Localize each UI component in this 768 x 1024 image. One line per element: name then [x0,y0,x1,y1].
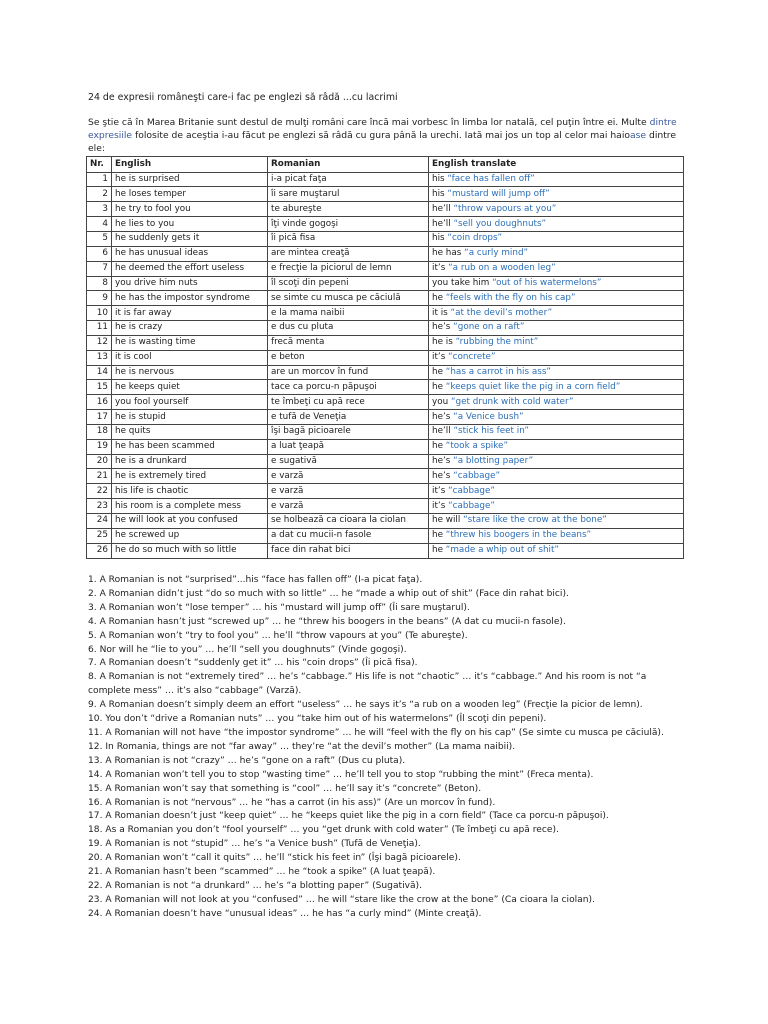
row-romanian: are un morcov în fund [268,365,429,380]
row-translation [429,543,684,558]
row-romanian: e sugativă [268,454,429,469]
row-english: he has unusual ideas [112,246,268,261]
translation-quote: “took a spike” [445,441,509,452]
header-nr: Nr. [87,157,112,173]
intro-text-3: folosite de aceştia i-au făcut pe englezi să râdă cu gura până la urechi. Iată mai jos un top al celor mai haio [132,130,630,141]
row-number: 22 [87,484,112,499]
row-number: 1 [87,172,112,187]
translation-text: he’s [432,456,454,467]
row-translation [429,306,684,321]
translation-quote: “stare like the crow at the bone” [463,515,607,526]
row-romanian: îi sare muştarul [268,187,429,202]
row-translation [429,484,684,499]
translation-quote: “throw vapours at you” [453,203,557,214]
row-translation [429,231,684,246]
row-romanian: i-a picat faţa [268,172,429,187]
row-english: he screwed up [112,528,268,543]
row-romanian: tace ca porcu-n păpuşoi [268,380,429,395]
row-number: 16 [87,395,112,410]
row-english: you drive him nuts [112,276,268,291]
table-row [87,350,684,365]
row-number: 20 [87,454,112,469]
translation-quote: “keeps quiet like the pig in a corn field” [445,381,621,392]
row-translation [429,276,684,291]
list-item: 16. A Romanian is not “nervous” … he “has a carrot (in his ass)” (Are un morcov în fund). [88,797,496,808]
translation-text: he’s [432,470,454,481]
translation-text: it’s [432,352,449,363]
row-translation [429,217,684,232]
translation-text: his [432,174,448,185]
list-item: 10. You don’t “drive a Romanian nuts” … you “take him out of his watermelons” (Îl scoţi din pepeni). [88,714,547,725]
row-number: 5 [87,231,112,246]
table-row [87,499,684,514]
row-english: he will look at you confused [112,514,268,529]
list-item: 11. A Romanian will not have “the impostor syndrome” … he will “feel with the fly on his cap” (Se simte cu musca pe căciulă). [88,727,664,738]
row-number: 8 [87,276,112,291]
table-row [87,187,684,202]
row-translation [429,261,684,276]
row-translation [429,514,684,529]
row-romanian: se simte cu musca pe căciulă [268,291,429,306]
row-number: 6 [87,246,112,261]
list-item: 20. A Romanian won’t “call it quits” … he’ll “stick his feet in” (Îşi bagă picioarele). [88,853,461,864]
intro-paragraph [88,116,688,155]
translation-text: it’s [432,500,449,511]
list-item: 4. A Romanian hasn’t just “screwed up” … he “threw his boogers in the beans” (A dat cu mucii-n fasole). [88,616,566,627]
row-number: 3 [87,202,112,217]
row-english: he is extremely tired [112,469,268,484]
header-romanian: Romanian [268,157,429,173]
translation-quote: “mustard will jump off” [447,188,550,199]
row-english: he lies to you [112,217,268,232]
row-english: his room is a complete mess [112,499,268,514]
row-english: he is stupid [112,410,268,425]
translation-text: he [432,381,446,392]
table-row [87,439,684,454]
table-row [87,306,684,321]
row-english: he deemed the effort useless [112,261,268,276]
header-english-translate: English translate [429,157,684,173]
row-romanian: îţi vinde gogoşi [268,217,429,232]
list-item: 5. A Romanian won’t “try to fool you” … he’ll “throw vapours at you” (Te abureşte). [88,630,468,641]
translation-text: he is [432,337,456,348]
row-translation [429,469,684,484]
row-translation [429,202,684,217]
row-romanian: e varză [268,484,429,499]
translation-quote: “out of his watermelons” [492,277,602,288]
translation-text: it is [432,307,451,318]
intro-text-2: dintre expresiile [88,117,677,141]
table-row [87,217,684,232]
row-number: 24 [87,514,112,529]
list-item: 7. A Romanian doesn’t “suddenly get it” … his “coin drops” (Îi pică fisa). [88,658,418,669]
table-row [87,231,684,246]
table-row [87,514,684,529]
translation-text: he [432,366,446,377]
translation-text: he [432,545,446,556]
translation-text: he [432,292,446,303]
translation-quote: “cabbage” [448,485,495,496]
expressions-table [86,156,684,559]
row-romanian: e dus cu pluta [268,321,429,336]
translation-quote: “coin drops” [447,233,503,244]
row-number: 19 [87,439,112,454]
translation-text: he [432,441,446,452]
translation-quote: “stick his feet in” [453,426,529,437]
list-item: 13. A Romanian is not “crazy” … he’s “gone on a raft” (Dus cu pluta). [88,755,406,766]
row-number: 4 [87,217,112,232]
table-row [87,321,684,336]
row-english: he is surprised [112,172,268,187]
table-row [87,528,684,543]
row-translation [429,395,684,410]
document-title: 24 de expresii româneşti care-i fac pe englezi să râdă ...cu lacrimi [88,92,398,103]
translation-text: he’s [432,411,454,422]
row-translation [429,187,684,202]
list-item: 18. As a Romanian you don’t “fool yourself” … you “get drunk with cold water” (Te îmbeţi cu apă rece). [88,825,559,836]
row-romanian: te îmbeţi cu apă rece [268,395,429,410]
row-translation [429,410,684,425]
row-english: you fool yourself [112,395,268,410]
row-romanian: îl scoţi din pepeni [268,276,429,291]
list-item: 22. A Romanian is not “a drunkard” … he’s “a blotting paper” (Sugativă). [88,880,422,891]
list-item: 2. A Romanian didn’t just “do so much with so little” … he “made a whip out of shit” (Face din rahat bici). [88,588,569,599]
list-item: 9. A Romanian doesn’t simply deem an effort “useless” … he says it’s “a rub on a wooden leg” (Frecţie la picior de lemn). [88,700,643,711]
table-row [87,202,684,217]
translation-quote: “a blotting paper” [453,456,534,467]
translation-text: he’ll [432,426,454,437]
row-english: he is nervous [112,365,268,380]
row-translation [429,380,684,395]
row-english: he suddenly gets it [112,231,268,246]
row-romanian: a dat cu mucii-n fasole [268,528,429,543]
translation-quote: “get drunk with cold water” [450,396,574,407]
row-english: he loses temper [112,187,268,202]
row-romanian: îi pică fisa [268,231,429,246]
list-item: 15. A Romanian won’t say that something is “cool” … he’ll say it’s “concrete” (Beton). [88,783,482,794]
translation-quote: “a curly mind” [464,248,529,259]
row-romanian: e tufă de Veneţia [268,410,429,425]
row-number: 14 [87,365,112,380]
table-row [87,410,684,425]
row-number: 12 [87,335,112,350]
header-english: English [112,157,268,173]
translation-text: he will [432,515,464,526]
row-translation [429,528,684,543]
row-translation [429,350,684,365]
intro-text-4: ase [630,130,647,141]
table-row [87,424,684,439]
list-item: 24. A Romanian doesn’t have “unusual ideas” … he has “a curly mind” (Minte creaţă). [88,908,482,919]
row-translation [429,499,684,514]
table-row [87,543,684,558]
row-romanian: e beton [268,350,429,365]
row-english: he is wasting time [112,335,268,350]
row-english: it is far away [112,306,268,321]
translation-text: he [432,530,446,541]
intro-text-1: Se ştie că în Marea Britanie sunt destul de mulţi români care încă mai vorbesc în limba lor natală, cel puţin între ei. Multe [88,117,650,128]
table-row [87,291,684,306]
table-row [87,365,684,380]
row-number: 13 [87,350,112,365]
row-translation [429,424,684,439]
row-english: he keeps quiet [112,380,268,395]
row-number: 11 [87,321,112,336]
table-row [87,335,684,350]
translation-quote: “feels with the fly on his cap” [445,292,576,303]
list-item: 6. Nor will he “lie to you” … he’ll “sell you doughnuts” (Vinde gogoşi). [88,644,407,655]
row-number: 10 [87,306,112,321]
intro-text-5: dintre ele: [88,130,677,154]
list-item: 21. A Romanian hasn’t been “scammed” … he “took a spike” (A luat ţeapă). [88,867,436,878]
list-item: 19. A Romanian is not “stupid” … he’s “a Venice bush” (Tufă de Veneţia). [88,839,421,850]
row-translation [429,335,684,350]
row-english: he quits [112,424,268,439]
row-english: he try to fool you [112,202,268,217]
explanation-list [88,574,688,922]
row-english: he has the impostor syndrome [112,291,268,306]
row-translation [429,172,684,187]
table-row [87,261,684,276]
row-romanian: face din rahat bici [268,543,429,558]
row-number: 21 [87,469,112,484]
translation-text: it’s [432,485,449,496]
translation-quote: “has a carrot in his ass” [445,366,551,377]
translation-quote: “rubbing the mint” [455,337,539,348]
row-translation [429,321,684,336]
row-number: 25 [87,528,112,543]
row-romanian: e varză [268,499,429,514]
translation-quote: “threw his boogers in the beans” [445,530,592,541]
table-row [87,380,684,395]
row-romanian: e frecţie la piciorul de lemn [268,261,429,276]
row-number: 15 [87,380,112,395]
table-row [87,276,684,291]
table-row [87,246,684,261]
translation-text: it’s [432,263,449,274]
translation-text: his [432,188,448,199]
translation-text: he’ll [432,203,454,214]
translation-quote: “cabbage” [453,470,501,481]
row-number: 23 [87,499,112,514]
row-english: he has been scammed [112,439,268,454]
row-translation [429,291,684,306]
translation-quote: “made a whip out of shit” [445,545,559,556]
row-english: he is a drunkard [112,454,268,469]
translation-quote: “face has fallen off” [447,174,535,185]
translation-quote: “a rub on a wooden leg” [448,263,556,274]
list-item: 12. In Romania, things are not “far away” … they’re “at the devil’s mother” (La mama naibii). [88,741,516,752]
row-romanian: a luat ţeapă [268,439,429,454]
row-number: 9 [87,291,112,306]
table-row [87,484,684,499]
list-item: 23. A Romanian will not look at you “confused” … he will “stare like the crow at the bone” (Ca cioara la ciolan). [88,894,595,905]
row-number: 26 [87,543,112,558]
translation-quote: “at the devil’s mother” [450,307,553,318]
row-romanian: e varză [268,469,429,484]
row-translation [429,439,684,454]
row-romanian: te abureşte [268,202,429,217]
translation-quote: “a Venice bush” [453,411,524,422]
table-row [87,395,684,410]
translation-text: you take him [432,277,493,288]
translation-text: he’ll [432,218,454,229]
translation-quote: “sell you doughnuts” [453,218,547,229]
table-body [87,172,684,558]
list-item: 3. A Romanian won’t “lose temper” … his “mustard will jump off” (Îi sare muştarul). [88,602,470,613]
table-header-row [87,157,684,173]
row-english: he is crazy [112,321,268,336]
list-item: 1. A Romanian is not “surprised”...his “face has fallen off” (I-a picat faţa). [88,575,423,585]
translation-text: he’s [432,322,454,333]
row-number: 17 [87,410,112,425]
table-row [87,469,684,484]
row-romanian: se holbează ca cioara la ciolan [268,514,429,529]
list-item: 17. A Romanian doesn’t just “keep quiet” … he “keeps quiet like the pig in a corn field” (Tace ca porcu-n păpuşoi). [88,811,609,822]
row-translation [429,454,684,469]
table-row [87,172,684,187]
list-item: 14. A Romanian won’t tell you to stop “wasting time” … he’ll tell you to stop “rubbing the mint” (Freca menta). [88,769,594,780]
row-romanian: frecă menta [268,335,429,350]
translation-text: he has [432,248,465,259]
row-number: 7 [87,261,112,276]
row-romanian: e la mama naibii [268,306,429,321]
row-translation [429,246,684,261]
translation-text: his [432,233,448,244]
translation-text: you [432,396,451,407]
row-english: his life is chaotic [112,484,268,499]
translation-quote: “cabbage” [448,500,495,511]
translation-quote: “gone on a raft” [453,322,525,333]
list-item: 8. A Romanian is not “extremely tired” … he’s “cabbage.” His life is not “chaotic” … it’s “cabbage.” And his room is not “a complete mess” … it’s also “cabbage” (Varză). [88,672,647,697]
row-romanian: are mintea creaţă [268,246,429,261]
row-english: he do so much with so little [112,543,268,558]
row-english: it is cool [112,350,268,365]
row-number: 2 [87,187,112,202]
table-row [87,454,684,469]
row-romanian: îşi bagă picioarele [268,424,429,439]
translation-quote: “concrete” [448,352,496,363]
row-number: 18 [87,424,112,439]
row-translation [429,365,684,380]
